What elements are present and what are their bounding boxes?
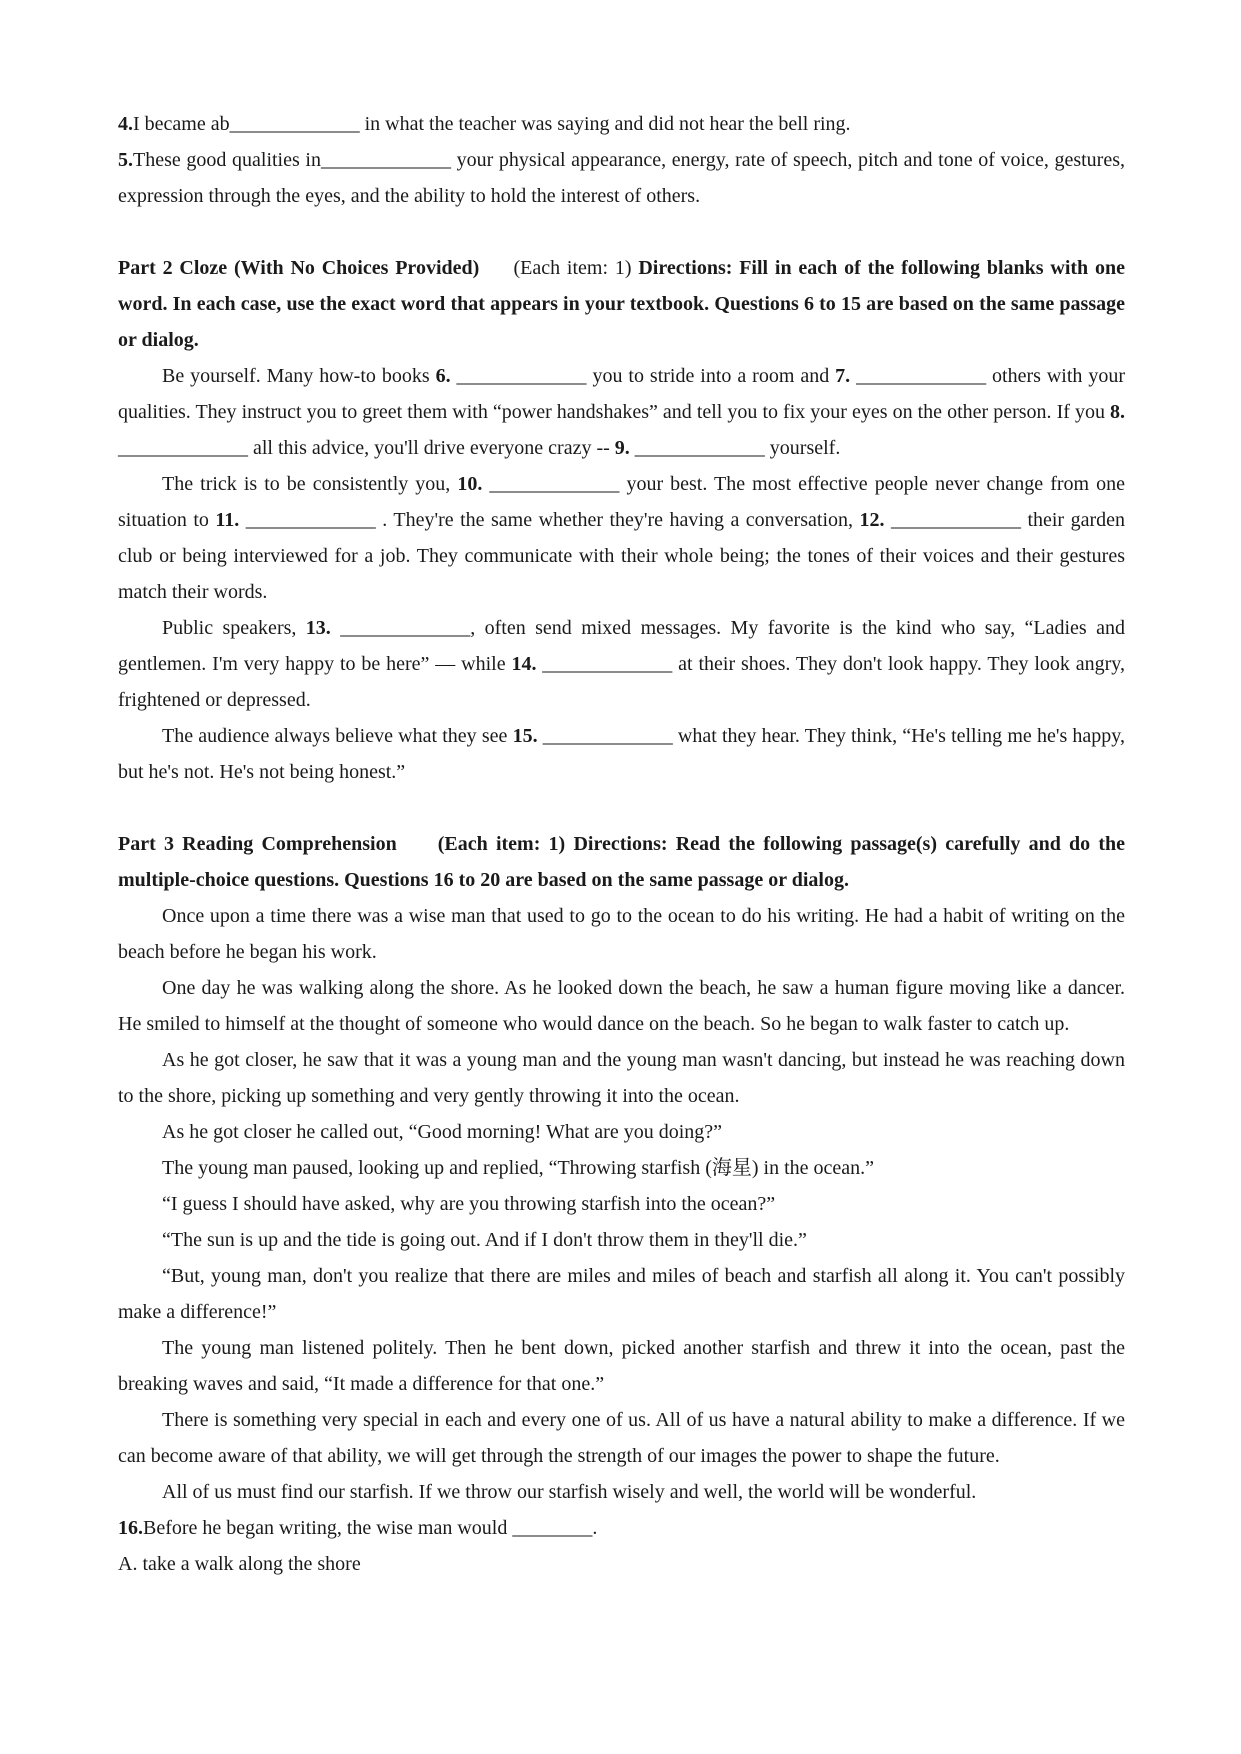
question-text: Before he began writing, the wise man would ________.: [143, 1517, 598, 1539]
question-number: 5.: [118, 149, 133, 171]
blank-number: 11.: [215, 509, 240, 531]
section-spacer: [118, 790, 1125, 826]
reading-passage: [118, 898, 1125, 1510]
passage-paragraph: Once upon a time there was a wise man that used to go to the ocean to do his writing. He had a habit of writing on the beach before he began his work.: [118, 905, 1125, 963]
cloze-text: _____________ . They're the same whether they're having a conversation,: [239, 509, 860, 531]
passage-paragraph: As he got closer he called out, “Good morning! What are you doing?”: [162, 1121, 723, 1143]
passage-paragraph: “The sun is up and the tide is going out. And if I don't throw them in they'll die.”: [162, 1229, 807, 1251]
question-text: I became ab_____________ in what the teacher was saying and did not hear the bell ring.: [133, 113, 851, 135]
cloze-text: _____________ you to stride into a room and: [450, 365, 836, 387]
cloze-text: The audience always believe what they see: [162, 725, 513, 747]
cloze-text: _____________, often send mixed messages. My favorite is the kind who say, “Ladies and gentlemen. I'm very happy to be here” — while: [118, 617, 1125, 675]
blank-number: 7.: [835, 365, 851, 387]
blank-number: 8.: [1110, 401, 1125, 423]
cloze-text: _____________ all this advice, you'll drive everyone crazy --: [118, 437, 615, 459]
cloze-text: _____________ what they hear. They think, “He's telling me he's happy, but he's not. He's not being honest.”: [118, 725, 1125, 783]
cloze-text: The trick is to be consistently you,: [162, 473, 458, 495]
passage-paragraph: All of us must find our starfish. If we throw our starfish wisely and well, the world will be wonderful.: [162, 1481, 977, 1503]
part2-title: Part 2 Cloze (With No Choices Provided): [118, 257, 480, 279]
question-item-16: [118, 1510, 1125, 1546]
question-item-4: [118, 106, 1125, 142]
blank-number: 10.: [457, 473, 483, 495]
page-content: [118, 106, 1125, 1582]
cloze-paragraph: [118, 358, 1125, 466]
answer-option: A. take a walk along the shore: [118, 1553, 361, 1575]
passage-paragraph: “I guess I should have asked, why are you throwing starfish into the ocean?”: [162, 1193, 776, 1215]
cloze-text: _____________ their garden club or being interviewed for a job. They communicate with their whole being; the tones of their voices and their gestures match their words.: [118, 509, 1125, 603]
part3-directions: Directions: Read the following passage(s) carefully and do the multiple-choice questions. Questions 16 to 20 are based on the same passage or dialog.: [118, 833, 1126, 891]
cloze-text: _____________ at their shoes. They don't look happy. They look angry, frightened or depressed.: [118, 653, 1125, 711]
part2-score: (Each item: 1): [513, 257, 632, 279]
cloze-text: _____________ others with your qualities. They instruct you to greet them with “power handshakes” and tell you to fix your eyes on the other person. If you: [118, 365, 1126, 423]
answer-options: [118, 1546, 1125, 1582]
cloze-paragraph: [118, 466, 1125, 610]
cloze-text: _____________ your best. The most effective people never change from one situation to: [118, 473, 1125, 531]
passage-paragraph: As he got closer, he saw that it was a young man and the young man wasn't dancing, but instead he was reaching down to the shore, picking up something and very gently throwing it into the ocean.: [118, 1049, 1125, 1107]
cloze-text: _____________ yourself.: [629, 437, 841, 459]
part3-header: [118, 826, 1125, 898]
question-number: 4.: [118, 113, 133, 135]
part3-title: Part 3 Reading Comprehension: [118, 833, 397, 855]
cloze-text: Be yourself. Many how-to books: [162, 365, 436, 387]
blank-number: 9.: [614, 437, 630, 459]
blank-number: 12.: [859, 509, 885, 531]
question-number: 16.: [118, 1517, 143, 1539]
part2-header: [118, 250, 1125, 358]
cloze-text: Public speakers,: [162, 617, 306, 639]
blank-number: 6.: [435, 365, 451, 387]
passage-paragraph: One day he was walking along the shore. As he looked down the beach, he saw a human figure moving like a dancer. He smiled to himself at the thought of someone who would dance on the beach. So he began to walk faster to catch up.: [118, 977, 1125, 1035]
part3-score: (Each item: 1): [437, 833, 566, 855]
passage-paragraph: “But, young man, don't you realize that there are miles and miles of beach and starfish all along it. You can't possibly make a difference!”: [118, 1265, 1125, 1323]
blank-number: 13.: [305, 617, 331, 639]
cloze-paragraph: [118, 718, 1125, 790]
blank-number: 15.: [512, 725, 538, 747]
cloze-passage: [118, 358, 1125, 790]
passage-paragraph: The young man paused, looking up and replied, “Throwing starfish (海星) in the ocean.”: [162, 1157, 875, 1179]
section-spacer: [118, 214, 1125, 250]
part2-directions: Directions: Fill in each of the following blanks with one word. In each case, use the exact word that appears in your textbook. Questions 6 to 15 are based on the same passage or dialog.: [118, 257, 1125, 351]
passage-paragraph: There is something very special in each and every one of us. All of us have a natural ability to make a difference. If we can become aware of that ability, we will get through the strength of our images the power to shape the future.: [118, 1409, 1125, 1467]
passage-paragraph: The young man listened politely. Then he bent down, picked another starfish and threw it into the ocean, past the breaking waves and said, “It made a difference for that one.”: [118, 1337, 1125, 1395]
cloze-paragraph: [118, 610, 1125, 718]
blank-number: 14.: [511, 653, 537, 675]
question-text: These good qualities in_____________ your physical appearance, energy, rate of speech, pitch and tone of voice, gestures, expression through the eyes, and the ability to hold the interest of others.: [118, 149, 1125, 207]
question-item-5: [118, 142, 1125, 214]
